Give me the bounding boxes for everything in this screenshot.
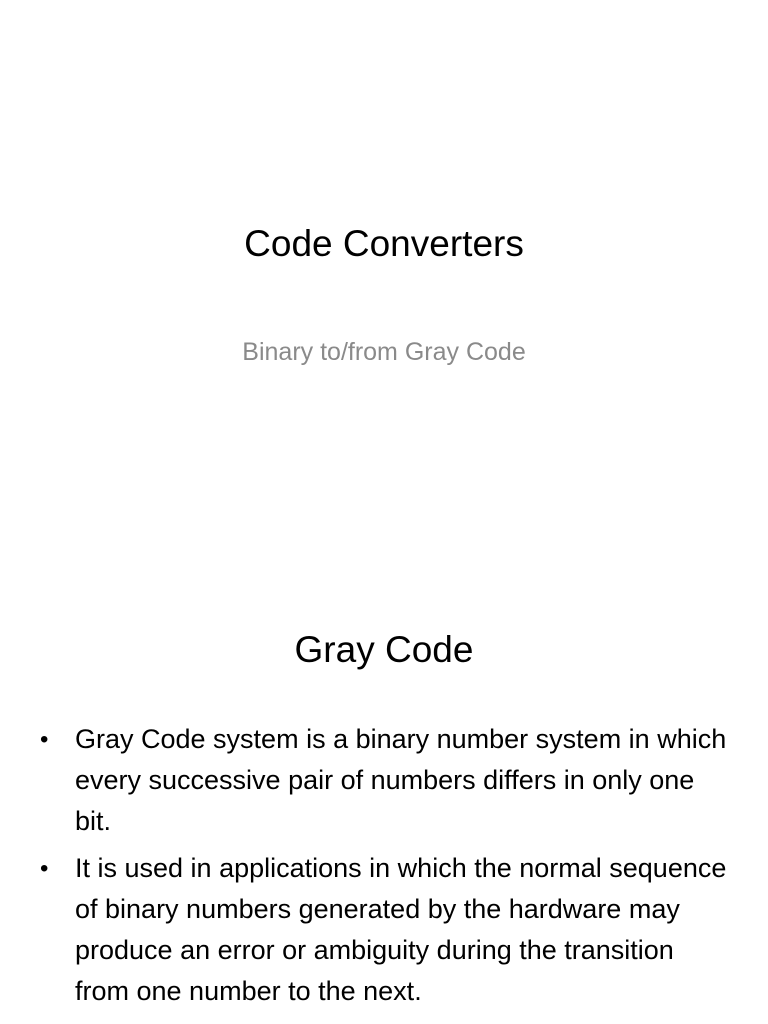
bullet-icon: • (40, 855, 49, 882)
bullet-text: It is used in applications in which the normal sequence of binary numbers generated by the hardware may produce an error or ambiguity during the transition from one number to the next. (75, 853, 727, 1006)
bullet-list (40, 719, 730, 1018)
bullet-item (40, 848, 730, 1012)
bullet-item (40, 719, 730, 842)
slide-subtitle: Binary to/from Gray Code (242, 338, 526, 366)
slide-gray-code (0, 576, 768, 1024)
bullet-text: Gray Code system is a binary number system in which every successive pair of numbers differs in only one bit. (75, 724, 727, 836)
bullet-icon: • (40, 726, 49, 753)
slide-heading: Gray Code (294, 629, 474, 670)
slide-title-heading: Code Converters (244, 223, 524, 264)
